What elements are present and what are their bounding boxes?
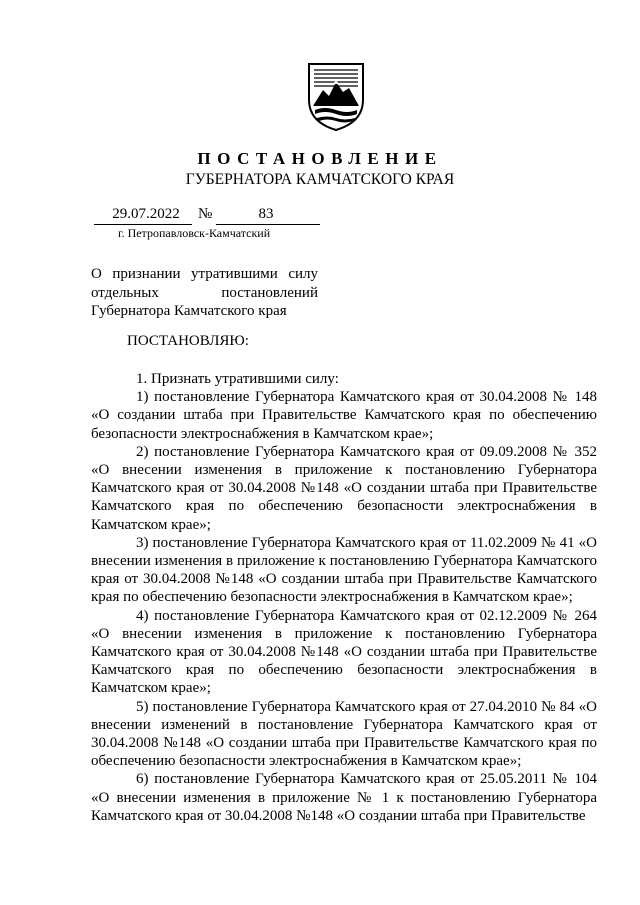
paragraph: 3) постановление Губернатора Камчатского края от 11.02.2009 № 41 «О внесении изменения в приложение к постановлению Губернатора Камчатского края от 30.04.2008 №148 «О создании штаба при Правительстве Камчатского края по обеспечению безопасности электроснабжения в Камчатском крае»; (91, 534, 597, 606)
number-sign: № (198, 206, 213, 222)
city-name: г. Петропавловск-Камчатский (118, 226, 271, 240)
decree-word: ПОСТАНОВЛЯЮ: (127, 333, 249, 349)
document-body (91, 370, 597, 825)
document-title: ПОСТАНОВЛЕНИЕ (197, 149, 443, 168)
document-number: 83 (258, 206, 274, 222)
document-date: 29.07.2022 (112, 206, 180, 222)
paragraph: 1) постановление Губернатора Камчатского края от 30.04.2008 № 148 «О создании штаба при Правительстве Камчатского края по обеспечению безопасности электроснабжения в Камчатском крае»; (91, 389, 597, 442)
issuer-title: ГУБЕРНАТОРА КАМЧАТСКОГО КРАЯ (185, 171, 455, 188)
paragraph: 4) постановление Губернатора Камчатского края от 02.12.2009 № 264 «О внесении изменения в приложение к постановлению Губернатора Камчатского края от 30.04.2008 №148 «О создании штаба при Правительстве Камчатского края по обеспечению безопасности электроснабжения в Камчатском крае»; (91, 607, 597, 697)
subject-line: отдельных постановлений (91, 284, 318, 301)
subject-line: Губернатора Камчатского края (91, 303, 287, 319)
subject-line: О признании утратившими силу (91, 266, 318, 282)
paragraph: 5) постановление Губернатора Камчатского края от 27.04.2010 № 84 «О внесении изменений в постановление Губернатора Камчатского края от 30.04.2008 №148 «О создании штаба при Правительстве Камчатского края по обеспечению безопасности электроснабжения в Камчатском крае»; (91, 698, 597, 770)
paragraph: 6) постановление Губернатора Камчатского края от 25.05.2011 № 104 «О внесении изменения в приложение № 1 к постановлению Губернатора Камчатского края от 30.04.2008 №148 «О создании штаба при Правительстве (91, 771, 597, 824)
paragraph: 1. Признать утратившими силу: (136, 371, 339, 387)
paragraph: 2) постановление Губернатора Камчатского края от 09.09.2008 № 352 «О внесении изменения в приложение к постановлению Губернатора Камчатского края от 30.04.2008 №148 «О создании штаба при Правительстве Камчатского края по обеспечению безопасности электроснабжения в Камчатском крае»; (91, 443, 597, 533)
coat-of-arms-icon (305, 60, 367, 132)
document-subject (91, 265, 318, 321)
